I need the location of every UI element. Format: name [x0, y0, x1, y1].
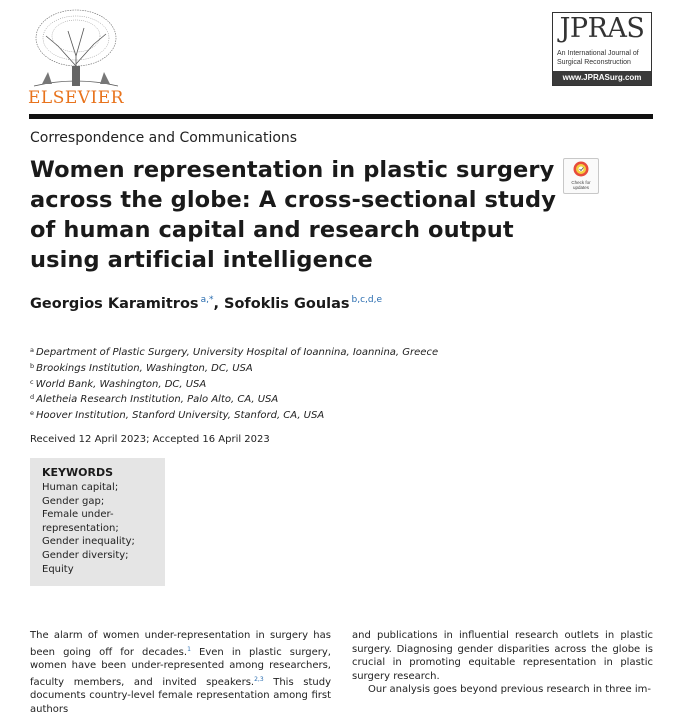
author-affiliation-mark[interactable]: b,c,d,e: [351, 295, 383, 305]
affiliation-item: [30, 407, 438, 423]
section-label: Correspondence and Communications: [30, 130, 298, 146]
affiliation-text: Brookings Institution, Washington, DC, USA: [36, 362, 253, 374]
keyword: Human capital;: [42, 482, 119, 493]
header-rule: [29, 114, 653, 119]
check-updates-icon: [564, 159, 598, 179]
affiliation-mark: a: [30, 346, 34, 354]
publisher-name: ELSEVIER: [28, 88, 124, 108]
keyword: Equity: [42, 563, 74, 575]
article-title: Women representation in plastic surgery across the globe: A cross-sectional study of human capital and research output using artificial intelligence: [30, 157, 556, 273]
affiliation-mark: b: [30, 361, 35, 370]
affiliation-text: Aletheia Research Institution, Palo Alto, CA, USA: [36, 394, 279, 406]
journal-logo: [552, 12, 652, 86]
affiliation-text: World Bank, Washington, DC, USA: [35, 378, 207, 390]
author-name[interactable]: Sofoklis Goulas: [224, 296, 350, 312]
affiliation-item: [30, 344, 438, 360]
affiliation-text: Hoover Institution, Stanford University, Stanford, CA, USA: [36, 410, 325, 422]
article-dates: Received 12 April 2023; Accepted 16 April 2023: [30, 434, 270, 445]
keyword: representation;: [42, 522, 119, 534]
body-text: The alarm of women under-representation in surgery has been going off for decades.: [30, 630, 331, 658]
affiliation-item: [30, 376, 438, 392]
keywords-heading: KEYWORDS: [42, 466, 114, 479]
affiliation-mark: d: [30, 393, 35, 402]
body-text: This study documents country-level female representation among first authors: [30, 676, 331, 715]
journal-subtitle: An International Journal of Surgical Reconstruction: [557, 50, 639, 66]
author-list: [30, 295, 382, 312]
author-name[interactable]: Georgios Karamitros: [30, 296, 199, 312]
affiliation-text: Department of Plastic Surgery, University Hospital of Ioannina, Ioannina, Greece: [35, 347, 439, 358]
affiliation-mark: e: [30, 409, 34, 418]
keyword: Female under-: [42, 509, 114, 521]
citation-link[interactable]: 2,3: [254, 675, 264, 683]
citation-link[interactable]: 1: [187, 645, 191, 653]
affiliation-list: [30, 344, 438, 423]
keyword: Gender diversity;: [42, 549, 129, 561]
body-text: Even in plastic surgery, women have been under-represented among researchers, faculty members, and invited speakers.: [30, 646, 331, 688]
body-column-right: [352, 629, 653, 697]
journal-title: JPRAS: [559, 13, 645, 44]
body-paragraph: Our analysis goes beyond previous research in three im-: [368, 684, 652, 696]
check-for-updates-button[interactable]: [563, 158, 599, 194]
body-column-left: [30, 629, 331, 717]
author-separator: ,: [213, 296, 225, 312]
check-updates-label: Check for updates: [571, 180, 591, 190]
journal-url[interactable]: www.JPRASurg.com: [553, 71, 651, 85]
affiliation-item: [30, 391, 438, 407]
affiliation-mark: c: [30, 377, 34, 386]
author-affiliation-mark[interactable]: a,*: [200, 295, 214, 305]
keyword: Gender inequality;: [42, 536, 135, 548]
affiliation-item: [30, 360, 438, 376]
body-paragraph: and publications in influential research outlets in plastic surgery. Diagnosing gender disparities across the globe is crucial in promoting equitable representation in plastic surgery research.: [352, 630, 653, 682]
keywords-box: [30, 458, 165, 586]
keyword: Gender gap;: [42, 495, 105, 507]
